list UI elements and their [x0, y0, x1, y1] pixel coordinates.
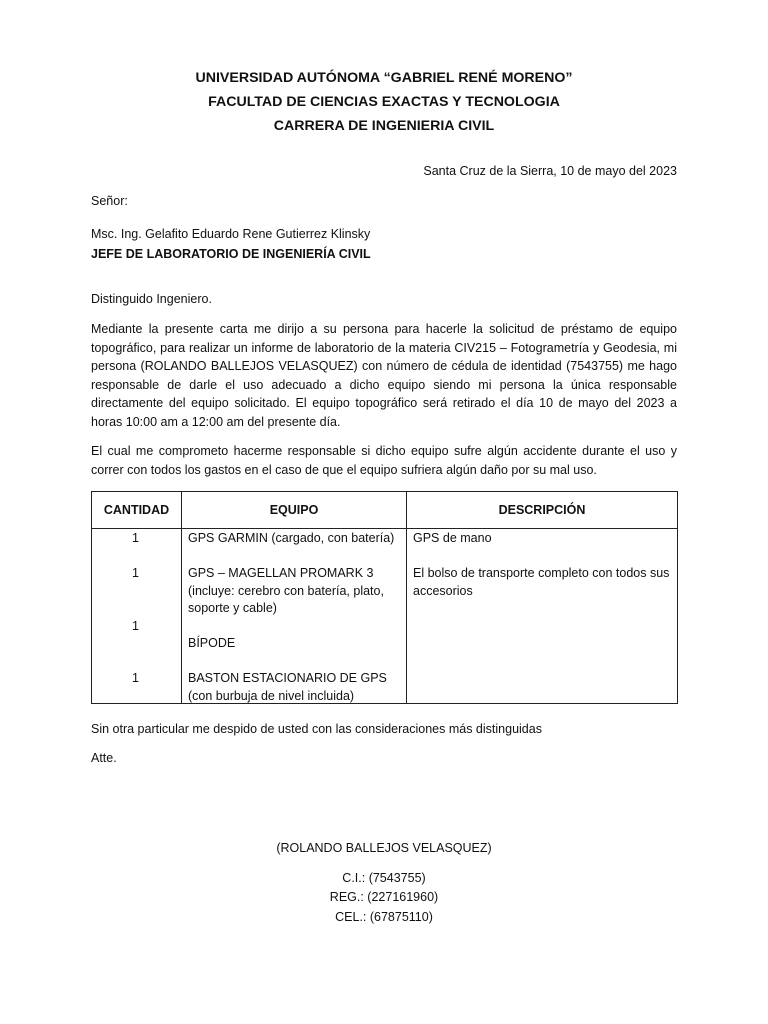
- quantity-value: 1: [132, 619, 139, 633]
- signer-reg: REG.: (227161960): [329, 890, 439, 904]
- faculty-name: FACULTAD DE CIENCIAS EXACTAS Y TECNOLOGIA: [208, 94, 560, 110]
- signer-ci: C.I.: (7543755): [342, 870, 426, 885]
- equipment-item: BASTON ESTACIONARIO DE GPS (con burbuja de nivel incluida): [188, 671, 387, 703]
- table-header-row: [92, 492, 678, 529]
- equipment-item: GPS – MAGELLAN PROMARK 3 (incluye: cerebro con batería, plato, soporte y cable): [188, 566, 384, 615]
- signer-name: (ROLANDO BALLEJOS VELASQUEZ): [276, 841, 492, 855]
- signer-cel: CEL.: (67875110): [335, 909, 433, 924]
- table-row: [92, 529, 678, 704]
- quantity-cell: [92, 529, 182, 704]
- description-item: El bolso de transporte completo con todos sus accesorios: [413, 566, 670, 598]
- quantity-value: 1: [132, 671, 139, 685]
- header-quantity: CANTIDAD: [92, 492, 182, 529]
- farewell: Atte.: [91, 751, 117, 765]
- equipment-item: GPS GARMIN (cargado, con batería): [188, 531, 395, 545]
- greeting: Distinguido Ingeniero.: [91, 292, 212, 306]
- quantity-value: 1: [132, 531, 139, 545]
- description-item: GPS de mano: [413, 531, 492, 545]
- equipment-table: [91, 491, 678, 704]
- equipment-item: BÍPODE: [188, 636, 236, 650]
- header-description: DESCRIPCIÓN: [407, 492, 678, 529]
- recipient-name: Msc. Ing. Gelafito Eduardo Rene Gutierrez Klinsky: [91, 227, 371, 241]
- quantity-value: 1: [132, 566, 139, 580]
- body-paragraph-request: Mediante la presente carta me dirijo a su persona para hacerle la solicitud de préstamo de equipo topográfico, para realizar un informe de laboratorio de la materia CIV215 – Fotogrametría y Geodesia, mi persona (ROLANDO BALLEJOS VELASQUEZ) con número de cédula de identidad (7543755) me hago responsable de darle el uso adecuado a dicho equipo siendo mi persona la única responsable directamente del equipo solicitado. El equipo topográfico será retirado el día 10 de mayo del 2023 a horas 10:00 am a 12:00 am del presente día.: [91, 322, 677, 429]
- recipient-role: JEFE DE LABORATORIO DE INGENIERÍA CIVIL: [91, 247, 371, 261]
- signature-block: [0, 839, 768, 927]
- header-equipment: EQUIPO: [182, 492, 407, 529]
- university-name: UNIVERSIDAD AUTÓNOMA “GABRIEL RENÉ MORENO”: [195, 70, 573, 86]
- career-name: CARRERA DE INGENIERIA CIVIL: [273, 118, 495, 134]
- salutation: Señor:: [91, 194, 128, 208]
- equipment-cell: [182, 529, 407, 704]
- body-paragraph-commitment: El cual me comprometo hacerme responsable si dicho equipo sufre algún accidente durante el uso y correr con todos los gastos en el caso de que el equipo sufriera algún daño por su mal uso.: [91, 444, 677, 477]
- description-cell: [407, 529, 678, 704]
- recipient-block: [91, 224, 371, 264]
- letter-header: [0, 66, 768, 138]
- closing-line: Sin otra particular me despido de usted con las consideraciones más distinguidas: [91, 722, 542, 736]
- letter-date: Santa Cruz de la Sierra, 10 de mayo del 2023: [423, 164, 677, 178]
